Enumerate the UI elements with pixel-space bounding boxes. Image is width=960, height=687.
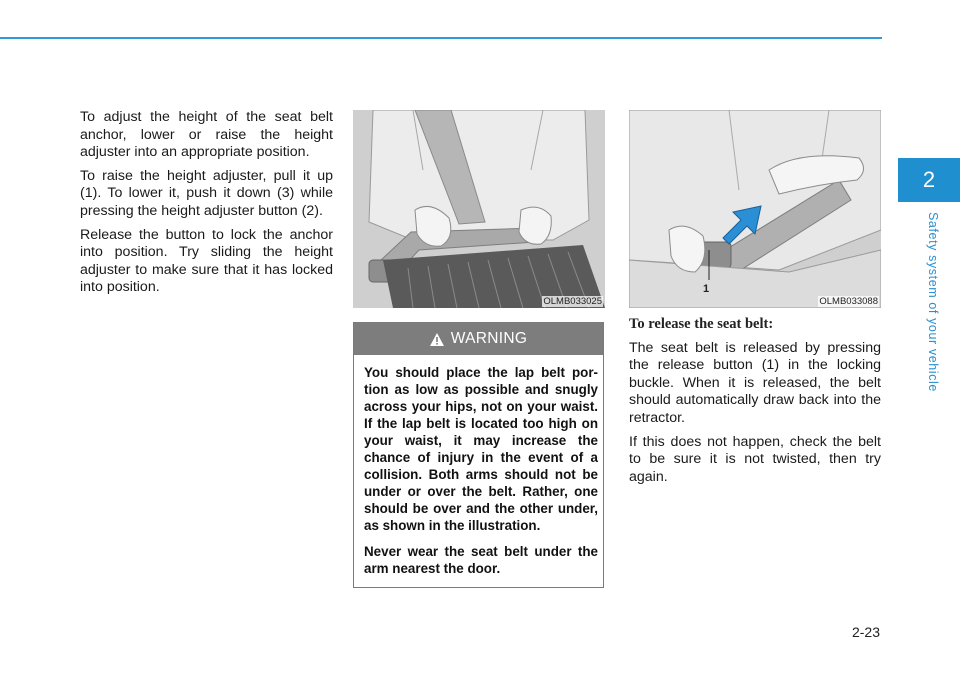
section-heading: To release the seat belt: [629, 316, 774, 332]
column-height-adjuster [80, 109, 333, 303]
paragraph: To raise the height adjuster, pull it up (1). To lower it, push it down (3) while pressing the height adjuster button (2). [80, 167, 333, 219]
figure-code: OLMB033088 [819, 296, 878, 307]
warning-header [354, 323, 603, 355]
warning-title: WARNING [450, 330, 528, 347]
paragraph: If this does not happen, check the belt to be sure it is not twisted, then try again. [629, 433, 881, 485]
paragraph: You should place the lap belt portion as low as possible and snugly across your hips, not on your waist. If the lap belt is located too high on your waist, it may increase the chance of injury in the event of a collision. Both arms should not be under or over the belt. Rather, one should be over and the other under, as shown in the illustration. [364, 365, 598, 533]
callout-number: 1 [703, 283, 710, 295]
figure-code: OLMB033025 [543, 296, 602, 307]
paragraph: Release the button to lock the anchor into position. Try sliding the height adjuster to make sure that it has locked into position. [80, 226, 333, 296]
release-belt-illustration [629, 110, 881, 308]
release-belt-drawing [629, 110, 881, 308]
page-number: 2-23 [851, 624, 880, 640]
lap-belt-illustration [353, 110, 605, 308]
paragraph: The seat belt is released by pressing the release button (1) in the locking buckle. When it is released, the belt should automatically draw back into the retractor. [629, 339, 881, 426]
warning-text [354, 355, 603, 577]
column-release-belt [629, 316, 881, 492]
lap-belt-drawing [353, 110, 605, 308]
paragraph: Never wear the seat belt under the arm nearest the door. [364, 544, 598, 576]
chapter-title: Safety system of your vehicle [926, 212, 940, 392]
warning-box [353, 322, 604, 588]
warning-icon [430, 333, 444, 346]
chapter-number-tab: 2 [898, 158, 960, 202]
header-rule [0, 37, 882, 39]
paragraph: To adjust the height of the seat belt anchor, lower or raise the height adjuster into an appropriate position. [80, 109, 333, 161]
